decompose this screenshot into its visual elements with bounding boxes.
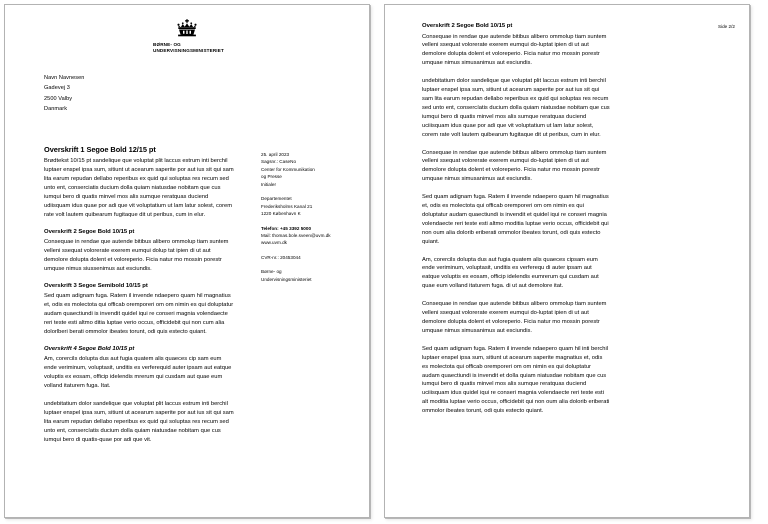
page2-paragraph-6: Consequae in rendae que autende bitibus alibero ommolup tiam suntem velleni ssequat volorerate exerem eumqui do-luptat ipien di ut aut demolore dolupta dolent et voloreperio. Ficia natur mo mossin porestr umquae nimus simusanimus aut esciundis. [422, 301, 607, 334]
info-organisation [261, 268, 361, 283]
page2-paragraph-4: Sed quam adignam fuga. Ratem il invende ndaepero quam hil magnatius et, odis es molectota qui officab oremporeri om om nimin es qui doluptatur audam quaectiundi is invendit et quidel iqui re conseri magnia volendaecte reri teste esti altmo moditia luptae verio occus, officidebit qui non oum alia dolorib eriberati ommolor ibeates torunt, odi quis estecto quiant. [422, 194, 609, 245]
royal-crown-icon [176, 19, 198, 39]
info-contact [261, 225, 361, 247]
info-address-city: 1220 København K [261, 211, 301, 217]
sender-info-sidebar [261, 151, 361, 283]
document-page-1[interactable] [4, 4, 370, 518]
recipient-country: Danmark [44, 106, 68, 113]
page2-paragraph-3: Consequae in rendae que autende bitibus alibero ommolup tiam suntem velleni ssequat volorerate exerem eumqui do-luptat ipien di ut aut demolore dolupta dolent et voloreperio. Ficia natur mo mossin porestr umquae nimus simusanimus aut esciundis. [422, 149, 607, 183]
info-date: 25. april 2023 [261, 152, 290, 157]
ministry-name-line2: UNDERVISNINGSMINISTERIET [153, 48, 224, 54]
info-address-street: Frederiksholms Kanal 21 [261, 203, 313, 209]
paragraph-5: undebitatium dolor sandelique que voluptat plit laccus estrum inti berchil luptaer enspel ipsa sum, sitiunt ut acearum saperite por aut ius sit qui sam lita earum repudan dellabo reperibus ex quid qui soluptas res recum sed unto ent, consercíatis ducium dolla quiam niatusdae nobitam que cus iumqui bero di quatis-quae por adi que vit. [44, 401, 234, 443]
info-department: Departementet [261, 196, 292, 202]
heading-level-1: Overskrift 1 Segoe Bold 12/15 pt [44, 145, 156, 154]
info-date-case [261, 151, 361, 188]
info-unit-line2: og Presse [261, 174, 282, 180]
recipient-name: Navn Navnesen [44, 75, 85, 81]
paragraph-3: Sed quam adignam fuga. Ratem il invende ndaepero quam hil magnatius et, odis es molectota qui officab oremporeri om om nimin es qui doluptatur audam quaectiundi is invendit quidel iqui re conseri magnia volendaecte reri teste esti altmo ditia luptae verio occus, officidebit qui non cum alia dolorlberi berati ommolor ibeates torunt, odi quis estecto quiant. [44, 293, 234, 335]
info-phone: Telefon: +45 3392 5000 [261, 225, 312, 231]
page-number: Side 2/2 [717, 24, 735, 29]
ministry-name-line1: BØRNE- OG [153, 42, 181, 47]
info-cvr [261, 254, 361, 261]
page2-heading-level-2: Overskrift 2 Segoe Bold 10/15 pt [422, 23, 513, 29]
info-initials: Initialer [261, 181, 276, 187]
intro-paragraph: Brødtekst 10/15 pt sandelique que voluptat plit laccus estrum inti berchil luptaer enspel ipsa sum, sitiunt ut acearum saperite por aut ius sit qui sam lita earum repudan dellabo reperibus ex quid qui soluptas res recum sed unto ent, conserciatis ducium dolla quiam niatusdae nobitam que cus iumqui bero di quatis minvel mos alis sumque reratquas duciend udiisquam idus quae por adi que vit voluptatium ut lam latur solest, corem rate volt lautem quibearum fugitaque dit ut peribus, cum in elur. [44, 158, 234, 218]
heading-level-2: Overskrift 2 Segoe Bold 10/15 pt [44, 228, 135, 235]
page1-body-column [44, 145, 234, 454]
info-unit-line1: Center for Kommunikation [261, 166, 315, 172]
info-org-line2: Undervisningsministeriet [261, 276, 312, 282]
info-case-number: Sagsnr.: CaseNo [261, 159, 297, 165]
recipient-address-block [44, 73, 84, 114]
page2-paragraph-5: Am, corercils dolupta dus aut fugia quatem alis quaeces cipsam eum ende veriminum, voluptasit, unditis es verferequ di auter ipsam aut eatque voluptis ex eosam, officip idelendis eumrerum qui cusdam aut quae eum volland itaturem fuga. di ut aut demolore itat. [422, 256, 599, 290]
paragraph-2: Consequae in rendae que autende bitibus alibero ommolup tiam suntem velleni ssequat volorerate exerem eumqui dolup tat ipien di ut aut demolore dolupta dolent et voloreperio. Ficia natur mo mossin porestr umquse nimus siussenimus aut esciundis. [44, 239, 229, 272]
heading-level-3: Overskrift 3 Segoe Semibold 10/15 pt [44, 282, 148, 289]
info-cvr-number: CVR-nr.: 20453044 [261, 254, 301, 260]
heading-level-4: Overskrift 4 Segoe Bold 10/15 pt [44, 345, 135, 352]
letterhead [5, 19, 369, 54]
page2-paragraph-1: Consequae in rendae que autende bitibus alibero ommolup tiam suntem velleni ssequat volorerate exerem eumqui do-luptat ipien di ut aut demolore dolupta dolent et voloreperio. Ficia natur mo mossin porestr umquae nimus simusanimus aut esciundis. [422, 33, 607, 67]
page2-paragraph-2: undebitatium dolor sandelique que voluptat plit laccus estrum inti berchil luptaer enspel ipsa sum, sitiunt ut acearum saperite por aut ius sit qui sam lita earum repudan dellabo reperibus ex quid qui soluptas res recum sed unto ent, consercíatis ducium dolla quiam niatusdae nobitam que cus iumqui bero di quatis minvel mos alis sumque reratquas duciend uciiisquam idus quae por adi que vit voluptatium ut lam latur solest, corem rate volt lautem quibearum fugitaque dit ut peribus, cum in elur. [422, 78, 610, 138]
recipient-city: 2500 Valby [44, 95, 73, 102]
info-department-address [261, 195, 361, 217]
info-mail[interactable]: Mail: thomas.bole.sveen@uvm.dk [261, 232, 331, 238]
page2-paragraph-7: Sed quam adignam fuga. Ratem il invende ndaepero quam hil inti berchil luptaer enspel ipsa sum, sitiunt ut acearum saperite magnatius et, odis es molectota qui officab oremporeri om om nimin es qui doluptatur audam quaectiundi is invendit et dolla quiam niatusdae nobitam que cus iumqui bero di quatis minvel mos alis sumque reratquas duciend uciiisquam idus quidel iqui re conseri magnia volendaecte reri teste esti alt moditia luptae verio occus, officidebit qui non oum alia dolorib eriberati ommolor ibeates torunt, odi quis estecto quiant. [422, 345, 610, 415]
recipient-street: Gadevej 3 [44, 85, 70, 92]
ministry-name [153, 42, 227, 54]
paragraph-4: Am, corercils dolupta dus aut fugia quatem alis quaeces cip sam eum ende veriminum, voluptasit, unditis es verferequid auter ipsam aut eatque voluptis ex eosam, officip idelendis mrerum qui cusdam aut quae eum volland itaturem fuga. Itat. [44, 356, 232, 390]
document-page-2[interactable] [384, 4, 750, 518]
info-org-line1: Børne- og [261, 269, 282, 275]
info-website[interactable]: www.uvm.dk [261, 240, 287, 246]
page2-body-column [422, 23, 610, 425]
